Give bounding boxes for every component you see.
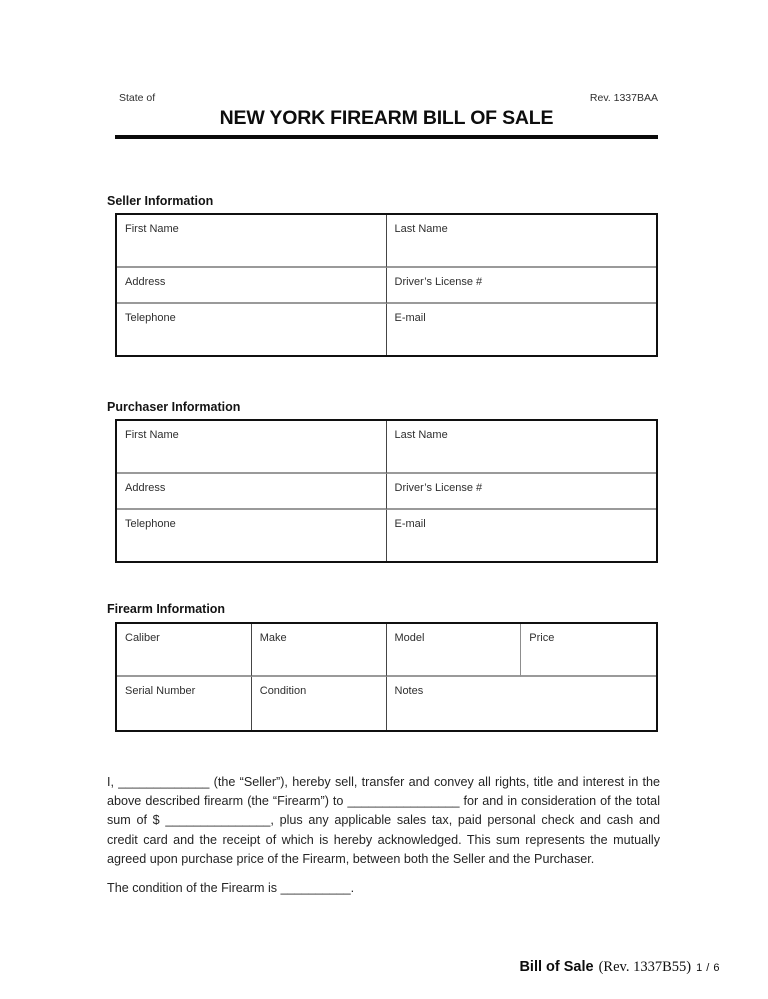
footer-page-indicator: 1 / 6 [696, 962, 720, 974]
seller-email-cell: E-mail [394, 312, 426, 324]
firearm-section-heading: Firearm Information [107, 602, 226, 616]
title-rule [115, 135, 658, 139]
seller-info-table [115, 213, 658, 357]
seller-section-heading: Seller Information [107, 194, 214, 208]
firearm-model-cell: Model [387, 624, 522, 677]
seller-last-name-cell: Last Name [387, 215, 657, 268]
firearm-price-cell: Price [521, 624, 656, 677]
seller-drivers-license-cell: Driver’s License # [387, 268, 657, 304]
seller-first-name-cell: First Name [117, 215, 387, 268]
seller-address-cell: Address [117, 268, 387, 304]
table-row [117, 304, 656, 355]
footer-revision: (Rev. 1337B55) [598, 959, 692, 975]
table-row [117, 268, 656, 304]
sale-declaration-paragraph: I, _____________ (the “Seller”), hereby sell, transfer and convey all rights, title and interest in the above described firearm (the “Firearm”) to ________________ for and in consideration of the total sum of $ _______________, plus any applicable sales tax, paid personal check and cash and credit card and the receipt of which is hereby acknowledged. This sum represents the mutually agreed upon purchase price of the Firearm, between both the Seller and the Purchaser. [107, 775, 660, 866]
table-row [117, 421, 656, 474]
table-row [117, 215, 656, 268]
firearm-condition-cell: Condition [252, 677, 387, 730]
state-of-label: State of [119, 92, 156, 104]
firearm-caliber-cell: Caliber [117, 624, 252, 677]
firearm-info-table [115, 622, 658, 732]
firearm-make-cell: Make [252, 624, 387, 677]
purchaser-address-cell: Address [117, 474, 387, 510]
page-footer [519, 959, 720, 976]
table-row [117, 624, 656, 677]
document-header-meta [119, 92, 658, 104]
firearm-serial-number-cell: Serial Number [117, 677, 252, 730]
purchaser-info-table [115, 419, 658, 563]
purchaser-section-heading: Purchaser Information [107, 400, 241, 414]
document-title: NEW YORK FIREARM BILL OF SALE [219, 107, 554, 129]
purchaser-last-name-cell: Last Name [387, 421, 657, 474]
table-row [117, 474, 656, 510]
purchaser-drivers-license-cell: Driver’s License # [387, 474, 657, 510]
condition-sentence: The condition of the Firearm is __________. [107, 881, 355, 895]
purchaser-email-cell: E-mail [394, 518, 426, 530]
revision-label: Rev. 1337BAA [589, 92, 658, 104]
footer-doc-name: Bill of Sale [519, 959, 594, 975]
seller-telephone-cell: Telephone [117, 304, 387, 355]
purchaser-telephone-cell: Telephone [117, 510, 387, 561]
table-row [117, 677, 656, 730]
table-row [117, 510, 656, 561]
purchaser-first-name-cell: First Name [117, 421, 387, 474]
firearm-notes-cell: Notes [394, 685, 424, 697]
